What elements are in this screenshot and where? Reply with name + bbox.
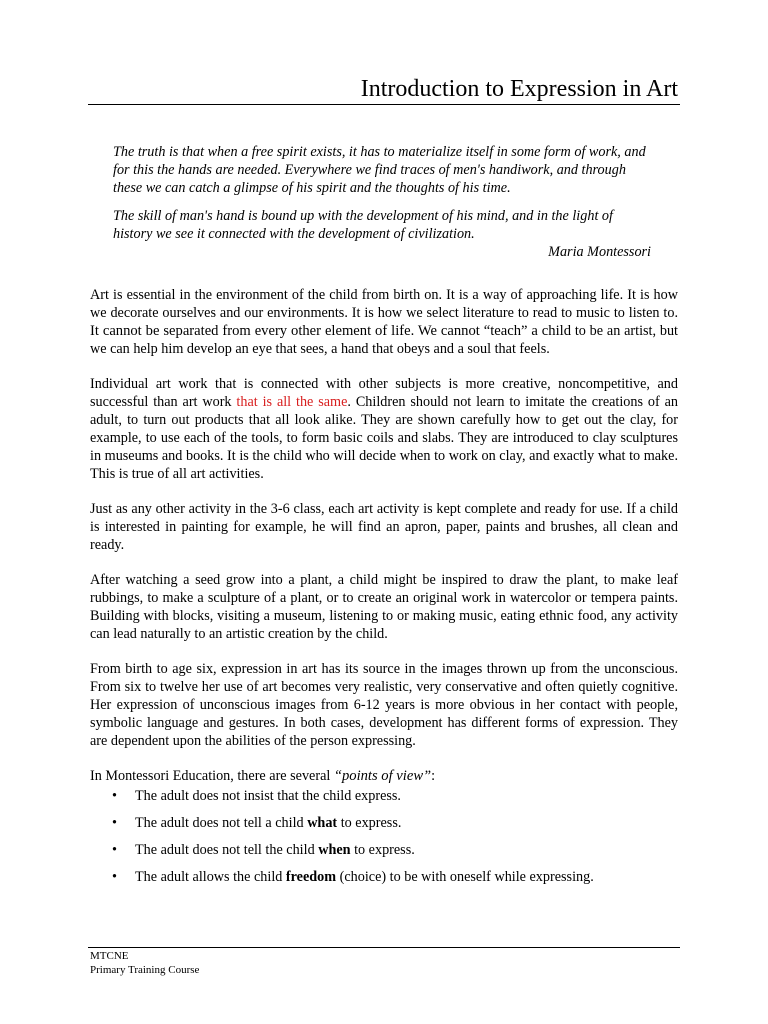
page-title: Introduction to Expression in Art	[360, 76, 678, 102]
bullet-icon: •	[112, 842, 117, 858]
footer-course: Primary Training Course	[90, 963, 200, 976]
body-paragraph: After watching a seed grow into a plant, a child might be inspired to draw the plant, to make leaf rubbings, to make a sculpture of a plant, or to create an original work in watercolor or tempera paints. Building with blocks, visiting a museum, listening to or making music, eating ethnic food, any activity can lead naturally to an artistic creation by the child.	[90, 572, 678, 642]
list-item	[90, 868, 678, 886]
quote-paragraph: The truth is that when a free spirit exists, it has to materialize itself in some form of work, and for this the hands are needed. Everywhere we find traces of men's handiwork, and through these we can catch a glimpse of his spirit and the thoughts of his time.	[113, 144, 646, 197]
text-run: (choice) to be with oneself while expressing.	[336, 869, 594, 885]
text-run: The adult allows the child	[135, 869, 286, 885]
list-item-text: The adult does not insist that the child express.	[135, 788, 401, 804]
body-paragraph: From birth to age six, expression in art has its source in the images thrown up from the unconscious. From six to twelve her use of art becomes very realistic, very conservative and often quietly cognitive. Her expression of unconscious images from 6-12 years is more obvious in her contact with people, symbolic language and gestures. In both cases, development has different forms of expression. They are dependent upon the abilities of the person expressing.	[90, 661, 678, 749]
text-run: Art is essential in the environment of the child from birth on. It is a way of approaching life. It is how we decorate ourselves and our environments. It is how we select literature to read to music to listen to.	[90, 287, 678, 321]
text-run: . Children should not learn to imitate the creations of an adult, to turn out products that all look alike. They are shown carefully how to get out the clay, for example, to use each of the tools, to form basic coils and slabs. They are introduced to clay sculptures in museums and books. It is the child who will decide when to work on clay, and exactly what to make. This is true of all art activities.	[90, 394, 678, 482]
list-item	[90, 787, 678, 805]
text-run: It cannot be separated from every other element of life. We cannot “teach” a child	[90, 323, 571, 339]
text-run: to express.	[337, 815, 402, 831]
bold-text: what	[307, 815, 338, 831]
emphasis-text: “points of view”	[333, 768, 432, 784]
points-of-view-list	[90, 787, 678, 886]
bullet-icon: •	[112, 815, 117, 831]
highlighted-text: that is all the same	[236, 394, 348, 410]
list-item	[90, 841, 678, 859]
list-item	[90, 814, 678, 832]
quote-attribution: Maria Montessori	[548, 244, 651, 261]
footer-divider	[88, 947, 680, 948]
title-divider	[88, 104, 680, 105]
body-paragraph	[90, 286, 678, 358]
epigraph-quote	[113, 143, 653, 261]
text-run: to be an artist, but we can help him develop an eye that sees, a hand that obeys and a soul that feels.	[90, 323, 678, 357]
body-paragraph	[90, 767, 678, 785]
text-run: Individual art work that is connected with other subjects is more creative, noncompetitive, and successful than art work	[90, 376, 678, 410]
text-run: The adult does not tell a child	[135, 815, 308, 831]
footer-org: MTCNE	[90, 950, 129, 962]
text-run: The adult does not tell the child	[135, 842, 319, 858]
bold-text: when	[318, 842, 351, 858]
bullet-icon: •	[112, 788, 117, 804]
text-run: In Montessori Education, there are several	[90, 768, 334, 784]
body-paragraph	[90, 375, 678, 483]
page-footer	[90, 950, 199, 977]
bullet-icon: •	[112, 869, 117, 885]
text-run: :	[431, 768, 436, 784]
body-paragraph: Just as any other activity in the 3-6 class, each art activity is kept complete and ready for use. If a child is interested in painting for example, he will find an apron, paper, paints and brushes, all clean and ready.	[90, 501, 678, 553]
text-run: to express.	[350, 842, 415, 858]
body-text	[90, 286, 678, 895]
bold-text: freedom	[285, 869, 337, 885]
quote-paragraph: The skill of man's hand is bound up with the development of his mind, and in the light of history we see it connected with the development of civilization.	[113, 207, 613, 242]
